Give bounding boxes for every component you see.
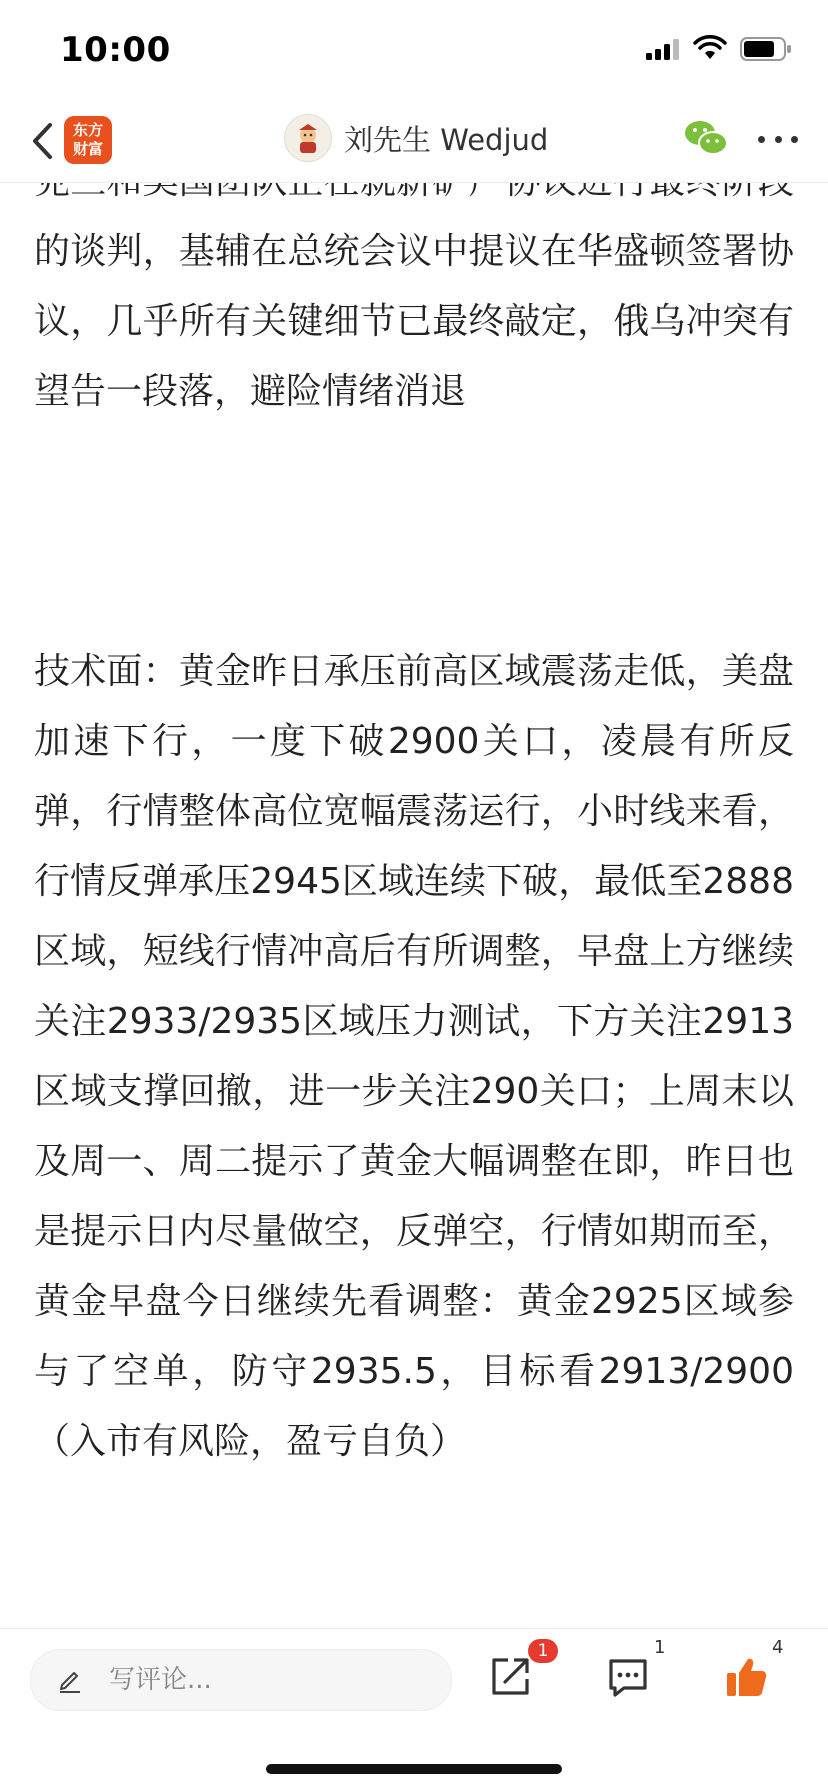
- home-indicator[interactable]: [266, 1764, 562, 1774]
- wifi-icon: [694, 37, 726, 65]
- article-paragraph-1: 的谈判，基辅在总统会议中提议在华盛顿签署协议，几乎所有关键细节已最终敲定，俄乌冲突有望告一段落，避险情绪消退: [34, 231, 794, 412]
- status-icons: [646, 36, 792, 66]
- nav-bar: [0, 100, 828, 183]
- article-paragraph-2: 技术面：黄金昨日承压前高区域震荡走低，美盘加速下行，一度下破2900关口，凌晨有所反弹，行情整体高位宽幅震荡运行，小时线来看，行情反弹承压2945区域连续下破，最低至2888区域，短线行情冲高后有所调整，早盘上方继续关注2933/2935区域压力测试，下方关注2913区域支撑回撤，进一步关注290关口；上周末以及周一、周二提示了黄金大幅调整在即，昨日也是提示日内尽量做空，反弹空，行情如期而至，黄金早盘今日继续先看调整：黄金2925区域参与了空单，防守2935.5，目标看2913/2900（入市有风险，盈亏自负）: [34, 651, 794, 1462]
- app-logo-line-2: 财富: [72, 140, 103, 158]
- share-icon: [488, 1655, 532, 1699]
- like-button[interactable]: [724, 1637, 784, 1703]
- paragraph-spacer: [34, 427, 794, 637]
- status-bar: [0, 0, 828, 100]
- comment-box[interactable]: [30, 1649, 452, 1711]
- back-button[interactable]: [22, 116, 62, 166]
- more-button[interactable]: [758, 124, 798, 154]
- article-text: [34, 147, 794, 1477]
- thumbs-up-icon: [724, 1655, 768, 1699]
- share-badge: 1: [528, 1639, 558, 1663]
- author-info[interactable]: [284, 114, 548, 162]
- status-time: 10:00: [60, 30, 171, 70]
- more-icon-dot: [775, 136, 782, 143]
- like-count: 4: [772, 1637, 784, 1658]
- battery-icon: [740, 36, 792, 66]
- chevron-left-icon: [31, 122, 53, 160]
- comment-count: 1: [654, 1637, 666, 1658]
- article-body: [0, 183, 828, 1628]
- share-button[interactable]: [488, 1641, 549, 1703]
- comment-input[interactable]: [107, 1664, 391, 1696]
- app-logo[interactable]: [64, 116, 112, 164]
- app-logo-line-1: 东方: [72, 121, 103, 139]
- avatar[interactable]: [284, 114, 332, 162]
- pencil-icon: [57, 1667, 83, 1693]
- bottom-action-bar: [0, 1628, 828, 1729]
- author-name[interactable]: 刘先生 Wedjud: [344, 122, 549, 157]
- more-icon-dot: [758, 136, 765, 143]
- wechat-share-button[interactable]: [684, 118, 728, 162]
- avatar-figure-icon: [291, 121, 325, 155]
- signal-icon: [646, 38, 680, 64]
- wechat-icon: [684, 118, 728, 158]
- comments-button[interactable]: [606, 1637, 666, 1703]
- comment-icon: [606, 1655, 650, 1699]
- more-icon-dot: [791, 136, 798, 143]
